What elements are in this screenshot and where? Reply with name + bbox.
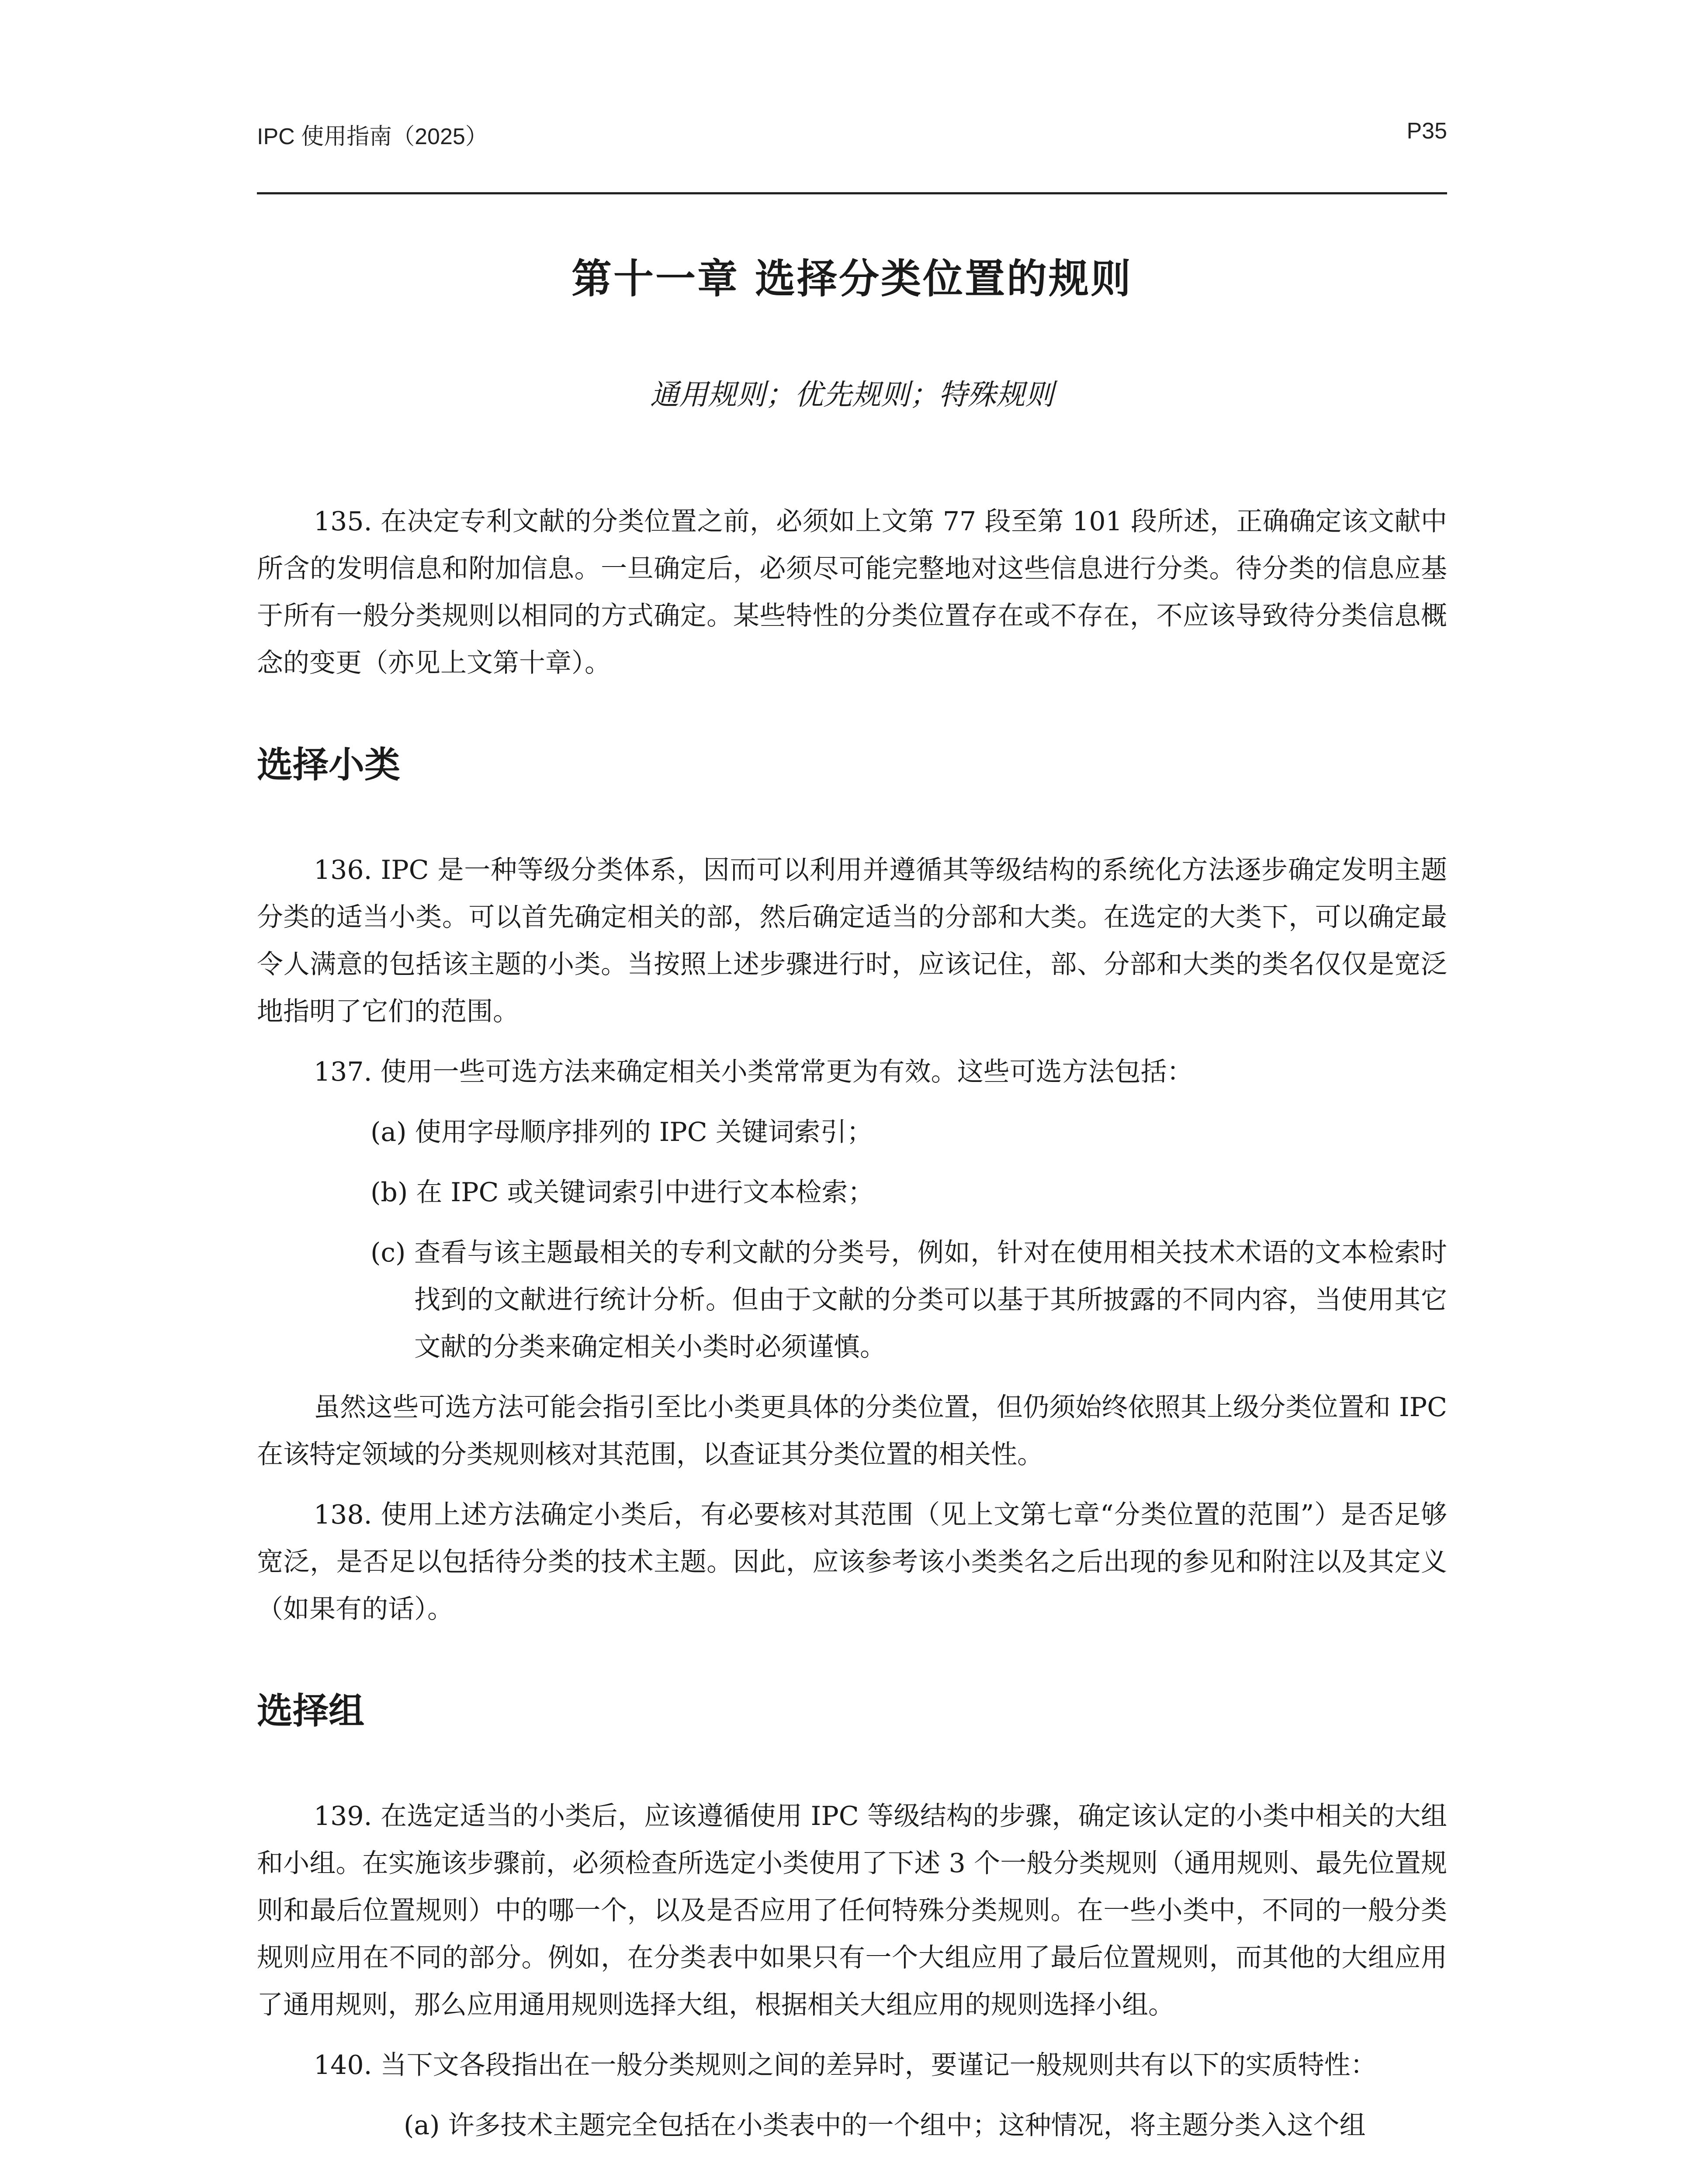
running-header: [257, 118, 1447, 153]
paragraph-139: 139. 在选定适当的小类后，应该遵循使用 IPC 等级结构的步骤，确定该认定的小类中相关的大组和小组。在实施该步骤前，必须检查所选定小类使用了下述 3 个一般分类规则（通用规则、最先位置规则和最后位置规则）中的哪一个，以及是否应用了任何特殊分类规则。在一些小类中，不同的一般分类规则应用在不同的部分。例如，在分类表中如果只有一个大组应用了最后位置规则，而其他的大组应用了通用规则，那么应用通用规则选择大组，根据相关大组应用的规则选择小组。: [257, 1801, 1447, 2020]
list-item-140a: (a) 许多技术主题完全包括在小类表中的一个组中；这种情况，将主题分类入这个组: [404, 2110, 1366, 2141]
paragraph-135: 135. 在决定专利文献的分类位置之前，必须如上文第 77 段至第 101 段所述，正确确定该文献中所含的发明信息和附加信息。一旦确定后，必须尽可能完整地对这些信息进行分类。待分类的信息应基于所有一般分类规则以相同的方式确定。某些特性的分类位置存在或不存在，不应该导致待分类信息概念的变更（亦见上文第十章）。: [257, 506, 1447, 678]
list-item-137b: (b) 在 IPC 或关键词索引中进行文本检索；: [371, 1177, 874, 1208]
chapter-subtitle: 通用规则；优先规则；特殊规则: [650, 378, 1054, 411]
section-heading-subclass: 选择小类: [257, 744, 401, 786]
chapter-title: 第十一章 选择分类位置的规则: [571, 256, 1133, 302]
paragraph-137-tail: 虽然这些可选方法可能会指引至比小类更具体的分类位置，但仍须始终依照其上级分类位置和 IPC 在该特定领域的分类规则核对其范围，以查证其分类位置的相关性。: [257, 1392, 1447, 1470]
header-title: IPC 使用指南（2025）: [257, 124, 488, 149]
body-text: [257, 498, 1447, 2162]
page-number: P35: [1406, 118, 1447, 144]
paragraph-140: 140. 当下文各段指出在一般分类规则之间的差异时，要谨记一般规则共有以下的实质特性：: [314, 2050, 1377, 2080]
list-item-137a: (a) 使用字母顺序排列的 IPC 关键词索引；: [371, 1117, 873, 1147]
paragraph-137: 137. 使用一些可选方法来确定相关小类常常更为有效。这些可选方法包括：: [314, 1057, 1193, 1087]
section-heading-group: 选择组: [257, 1690, 365, 1732]
paragraph-138: 138. 使用上述方法确定小类后，有必要核对其范围（见上文第七章“分类位置的范围”）是否足够宽泛，是否足以包括待分类的技术主题。因此，应该参考该小类类名之后出现的参见和附注以及其定义（如果有的话）。: [257, 1500, 1447, 1624]
list-item-137c: (c) 查看与该主题最相关的专利文献的分类号，例如，针对在使用相关技术术语的文本检索时找到的文献进行统计分析。但由于文献的分类可以基于其所披露的不同内容，当使用其它文献的分类来确定相关小类时必须谨慎。: [371, 1237, 1447, 1362]
header-rule: [257, 192, 1447, 194]
paragraph-136: 136. IPC 是一种等级分类体系，因而可以利用并遵循其等级结构的系统化方法逐步确定发明主题分类的适当小类。可以首先确定相关的部，然后确定适当的分部和大类。在选定的大类下，可以确定最令人满意的包括该主题的小类。当按照上述步骤进行时，应该记住，部、分部和大类的类名仅仅是宽泛地指明了它们的范围。: [257, 855, 1447, 1027]
